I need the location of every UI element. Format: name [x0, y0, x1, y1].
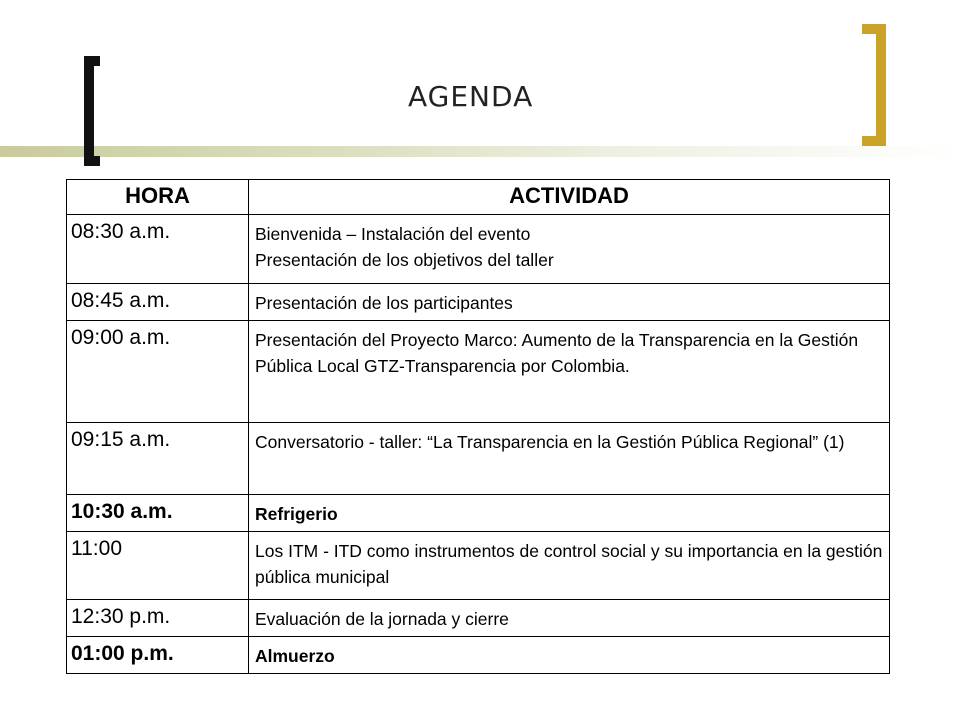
time-cell: 10:30 a.m.: [67, 495, 249, 532]
table-row: [67, 532, 890, 600]
time-cell: 08:45 a.m.: [67, 284, 249, 321]
table-row: [67, 495, 890, 532]
header-hora: HORA: [67, 180, 249, 215]
table-row: [67, 423, 890, 495]
activity-cell: Presentación del Proyecto Marco: Aumento de la Transparencia en la Gestión Pública Local GTZ-Transparencia por Colombia.: [249, 321, 890, 423]
activity-cell: Almuerzo: [249, 637, 890, 674]
activity-cell: [249, 215, 890, 284]
decorative-stripe: [0, 146, 960, 157]
time-cell: 01:00 p.m.: [67, 637, 249, 674]
time-cell: 09:00 a.m.: [67, 321, 249, 423]
page-title: AGENDA: [408, 80, 534, 113]
activity-cell: Los ITM - ITD como instrumentos de control social y su importancia en la gestión pública municipal: [249, 532, 890, 600]
table-header-row: [67, 180, 890, 215]
table-row: [67, 600, 890, 637]
activity-cell: Conversatorio - taller: “La Transparencia en la Gestión Pública Regional” (1): [249, 423, 890, 495]
time-cell: 11:00: [67, 532, 249, 600]
activity-cell: Presentación de los participantes: [249, 284, 890, 321]
table-row: [67, 215, 890, 284]
table-row: [67, 637, 890, 674]
left-bracket-decoration: [84, 56, 100, 166]
agenda-table: [66, 179, 890, 674]
activity-line: Bienvenida – Instalación del evento: [255, 224, 531, 244]
time-cell: 08:30 a.m.: [67, 215, 249, 284]
activity-cell: Evaluación de la jornada y cierre: [249, 600, 890, 637]
time-cell: 12:30 p.m.: [67, 600, 249, 637]
right-bracket-decoration: [862, 24, 886, 146]
table-row: [67, 321, 890, 423]
activity-line: Presentación de los objetivos del taller: [255, 250, 554, 270]
table-row: [67, 284, 890, 321]
time-cell: 09:15 a.m.: [67, 423, 249, 495]
header-actividad: ACTIVIDAD: [249, 180, 890, 215]
activity-cell: Refrigerio: [249, 495, 890, 532]
